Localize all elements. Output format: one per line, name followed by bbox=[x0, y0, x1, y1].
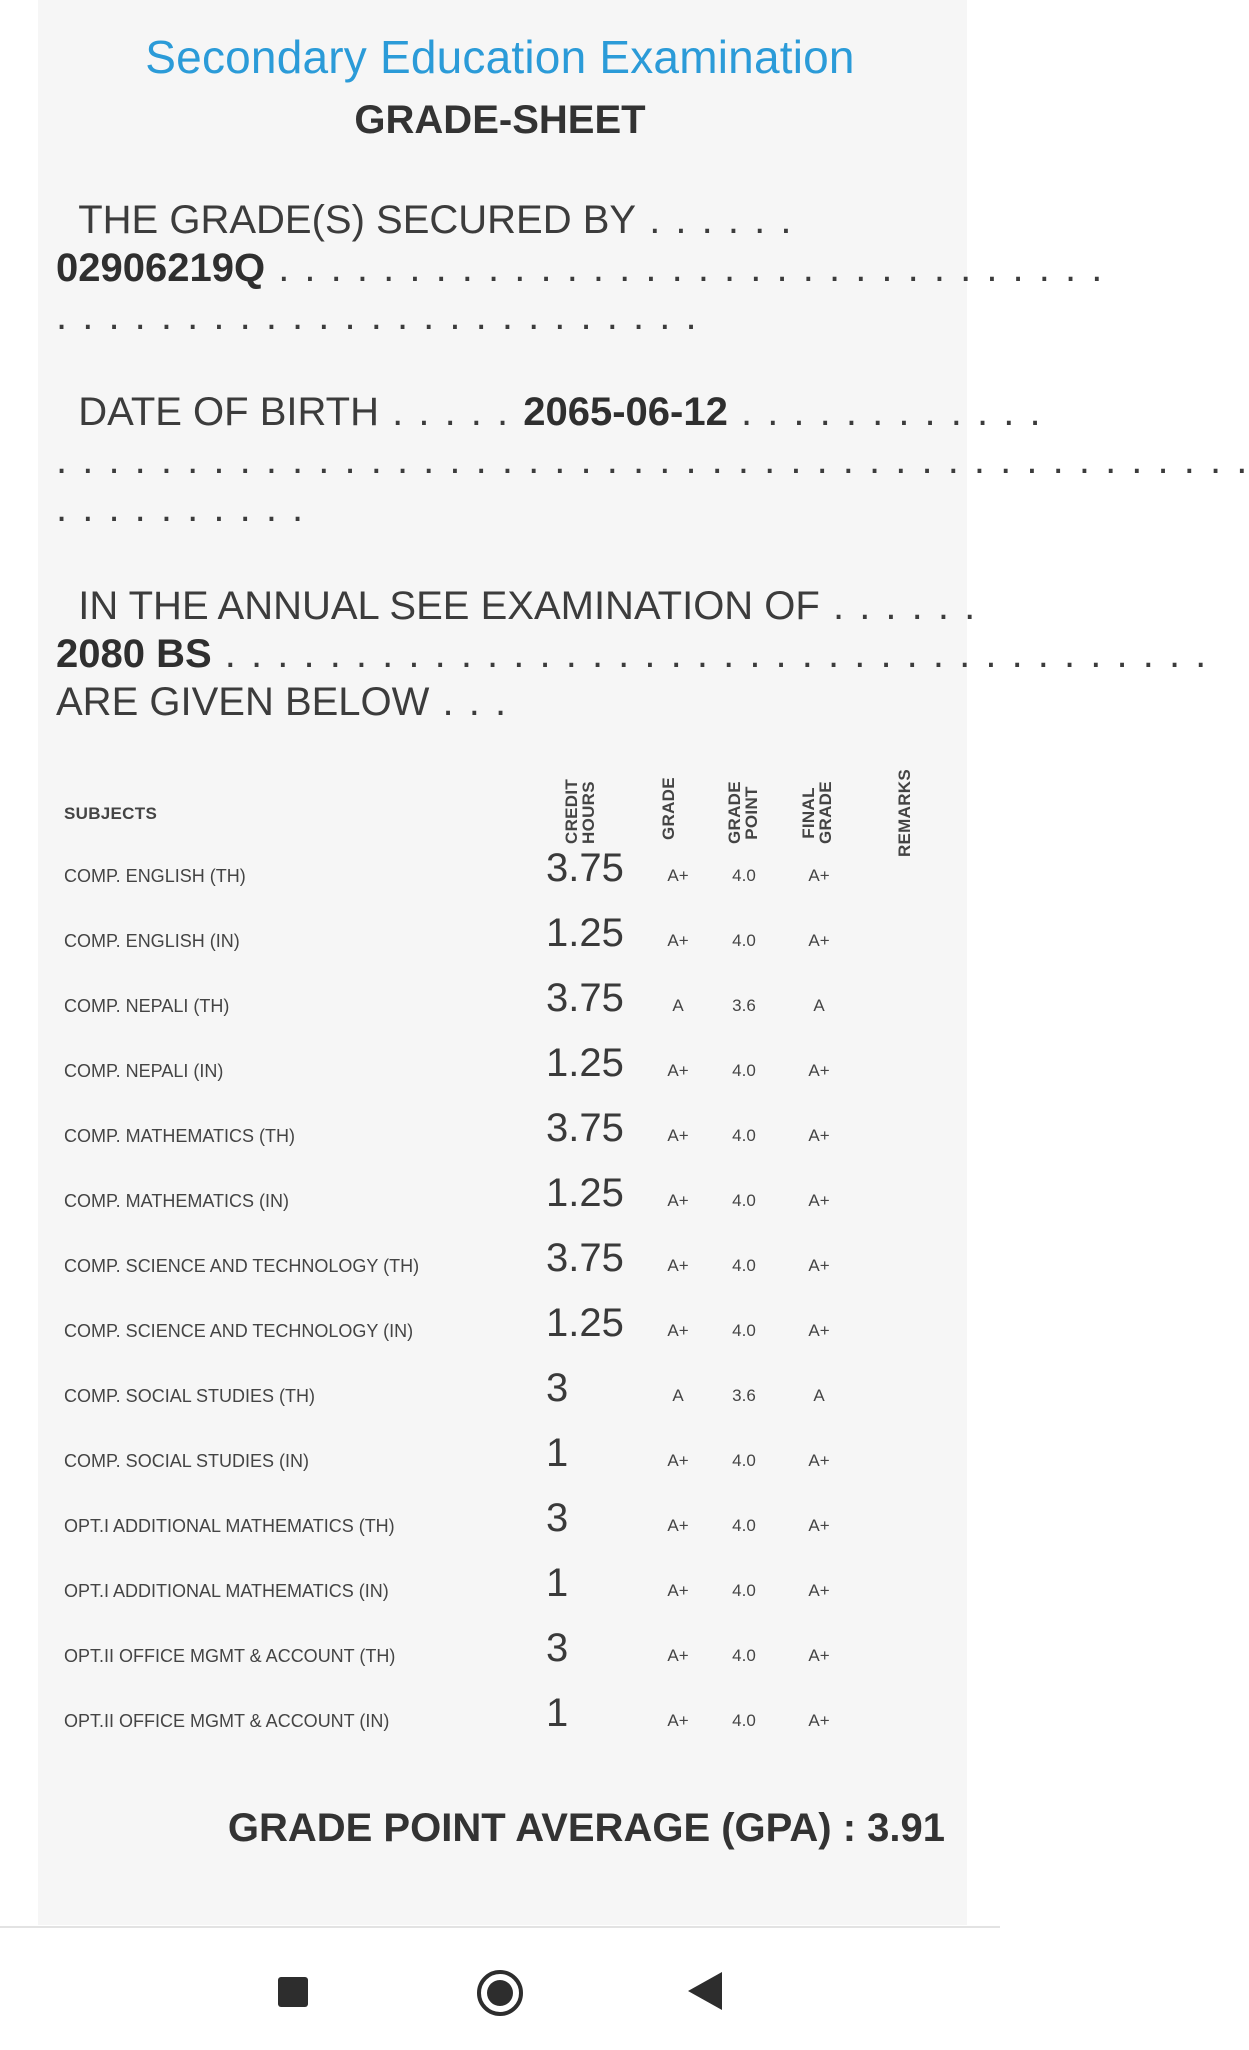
remarks-header: REMARKS bbox=[895, 768, 914, 858]
table-row bbox=[0, 1691, 1000, 1751]
grade-cell: A+ bbox=[667, 1321, 689, 1340]
dob-label: DATE OF BIRTH bbox=[78, 390, 379, 434]
table-row bbox=[0, 1041, 1000, 1101]
subject-cell: COMP. NEPALI (IN) bbox=[64, 1061, 224, 1081]
grade-point-cell: 4.0 bbox=[732, 1646, 756, 1665]
table-row bbox=[0, 1171, 1000, 1231]
student-id-line: 02906219Q . . . . . . . . . . . . . . . . . . . . . . . . . . . . . . . . bbox=[56, 246, 1105, 290]
grade-point-cell: 4.0 bbox=[732, 1061, 756, 1080]
credit-hours-cell: 1 bbox=[546, 1691, 569, 1735]
dots-line: . . . . . . . . . . . . . . . . . . . . . . . . . . . . . . . . . . . . . . . . . . . . . . bbox=[56, 438, 1249, 482]
grade-point-cell: 3.6 bbox=[732, 996, 756, 1015]
grade-cell: A+ bbox=[667, 1516, 689, 1535]
exam-year-line: 2080 BS . . . . . . . . . . . . . . . . . . . . . . . . . . . . . . . . . . . . . . bbox=[56, 632, 1209, 676]
grade-cell: A+ bbox=[667, 1061, 689, 1080]
credit-hours-cell: 1.25 bbox=[546, 1171, 624, 1215]
grade-cell: A+ bbox=[667, 1711, 689, 1730]
subject-cell: COMP. MATHEMATICS (IN) bbox=[64, 1191, 289, 1211]
table-row bbox=[0, 1496, 1000, 1556]
grade-cell: A+ bbox=[667, 931, 689, 950]
final-grade-cell: A+ bbox=[808, 1451, 830, 1470]
table-row bbox=[0, 1106, 1000, 1166]
final-grade-cell: A+ bbox=[808, 1581, 830, 1600]
final-grade-cell: A+ bbox=[808, 1126, 830, 1145]
table-row bbox=[0, 1301, 1000, 1361]
grade-cell: A bbox=[672, 996, 684, 1015]
grade-cell: A+ bbox=[667, 1581, 689, 1600]
grade-point-cell: 4.0 bbox=[732, 1321, 756, 1340]
table-row bbox=[0, 1236, 1000, 1296]
grade-cell: A bbox=[672, 1386, 684, 1405]
subject-cell: OPT.I ADDITIONAL MATHEMATICS (TH) bbox=[64, 1516, 395, 1536]
grade-cell: A+ bbox=[667, 1451, 689, 1470]
subjects-header: SUBJECTS bbox=[64, 804, 158, 823]
subject-cell: OPT.I ADDITIONAL MATHEMATICS (IN) bbox=[64, 1581, 389, 1601]
grade-point-cell: 4.0 bbox=[732, 1191, 756, 1210]
final-grade-cell: A+ bbox=[808, 931, 830, 950]
grade-header: GRADE bbox=[659, 777, 678, 840]
credit-hours-cell: 1.25 bbox=[546, 911, 624, 955]
dots-line: . . . . . . . . . . bbox=[56, 486, 306, 530]
final-grade-cell: A+ bbox=[808, 1646, 830, 1665]
grade-sheet-heading: GRADE-SHEET bbox=[354, 98, 646, 142]
grade-cell: A+ bbox=[667, 1126, 689, 1145]
gpa-summary: GRADE POINT AVERAGE (GPA) : 3.91 bbox=[227, 1806, 945, 1850]
grade-point-cell: 3.6 bbox=[732, 1386, 756, 1405]
table-row bbox=[0, 1626, 1000, 1686]
exam-title: Secondary Education Examination bbox=[145, 31, 855, 83]
table-row bbox=[0, 846, 1000, 906]
subject-cell: COMP. SOCIAL STUDIES (TH) bbox=[64, 1386, 316, 1406]
dob-value: 2065-06-12 bbox=[523, 390, 728, 434]
subject-cell: OPT.II OFFICE MGMT & ACCOUNT (TH) bbox=[64, 1646, 396, 1666]
credit-hours-cell: 3.75 bbox=[546, 1236, 624, 1280]
credit-hours-cell: 3 bbox=[546, 1366, 569, 1410]
final-grade-cell: A+ bbox=[808, 1321, 830, 1340]
subject-cell: COMP. NEPALI (TH) bbox=[64, 996, 230, 1016]
subject-cell: COMP. SCIENCE AND TECHNOLOGY (IN) bbox=[64, 1321, 414, 1341]
given-below-line: ARE GIVEN BELOW . . . bbox=[56, 680, 509, 724]
credit-hours-cell: 1 bbox=[546, 1431, 569, 1475]
grade-point-cell: 4.0 bbox=[732, 1581, 756, 1600]
final-grade-cell: A+ bbox=[808, 866, 830, 885]
final-grade-cell: A+ bbox=[808, 1061, 830, 1080]
grade-cell: A+ bbox=[667, 866, 689, 885]
navigation-bar bbox=[0, 1926, 1000, 2050]
subject-cell: COMP. ENGLISH (IN) bbox=[64, 931, 240, 951]
secured-by-label: THE GRADE(S) SECURED BY bbox=[78, 198, 637, 242]
final-grade-cell: A+ bbox=[808, 1711, 830, 1730]
grade-point-cell: 4.0 bbox=[732, 1711, 756, 1730]
exam-label: IN THE ANNUAL SEE EXAMINATION OF bbox=[78, 584, 820, 628]
grade-cell: A+ bbox=[667, 1191, 689, 1210]
back-icon[interactable] bbox=[688, 1972, 722, 2010]
table-row bbox=[0, 1431, 1000, 1491]
grade-point-header: GRADE POINT bbox=[725, 781, 761, 844]
subject-cell: COMP. SOCIAL STUDIES (IN) bbox=[64, 1451, 310, 1471]
dob-line: DATE OF BIRTH . . . . . 2065-06-12 . . . . . . . . . . . . bbox=[78, 390, 1043, 434]
exam-line: IN THE ANNUAL SEE EXAMINATION OF . . . . . . bbox=[78, 584, 978, 628]
subject-cell: OPT.II OFFICE MGMT & ACCOUNT (IN) bbox=[64, 1711, 390, 1731]
final-grade-header: FINAL GRADE bbox=[799, 781, 835, 844]
recents-icon[interactable] bbox=[278, 1977, 308, 2007]
credit-hours-cell: 1 bbox=[546, 1561, 569, 1605]
table-row bbox=[0, 1366, 1000, 1426]
final-grade-cell: A bbox=[813, 1386, 825, 1405]
student-id: 02906219Q bbox=[56, 246, 266, 290]
subject-cell: COMP. SCIENCE AND TECHNOLOGY (TH) bbox=[64, 1256, 420, 1276]
exam-year: 2080 BS bbox=[56, 632, 212, 676]
credit-hours-cell: 3.75 bbox=[546, 846, 624, 890]
subject-cell: COMP. MATHEMATICS (TH) bbox=[64, 1126, 295, 1146]
grade-point-cell: 4.0 bbox=[732, 1516, 756, 1535]
credit-hours-cell: 3.75 bbox=[546, 976, 624, 1020]
grade-point-cell: 4.0 bbox=[732, 1256, 756, 1275]
final-grade-cell: A+ bbox=[808, 1256, 830, 1275]
grade-point-cell: 4.0 bbox=[732, 1126, 756, 1145]
credit-hours-cell: 3.75 bbox=[546, 1106, 624, 1150]
credit-hours-cell: 1.25 bbox=[546, 1041, 624, 1085]
grade-point-cell: 4.0 bbox=[732, 1451, 756, 1470]
credit-hours-cell: 3 bbox=[546, 1496, 569, 1540]
table-row bbox=[0, 976, 1000, 1036]
credit-hours-cell: 3 bbox=[546, 1626, 569, 1670]
grade-point-cell: 4.0 bbox=[732, 931, 756, 950]
secured-by-line: THE GRADE(S) SECURED BY . . . . . . bbox=[78, 198, 794, 242]
grade-cell: A+ bbox=[667, 1256, 689, 1275]
table-row bbox=[0, 1561, 1000, 1621]
subject-cell: COMP. ENGLISH (TH) bbox=[64, 866, 246, 886]
final-grade-cell: A+ bbox=[808, 1191, 830, 1210]
credit-hours-header: CREDIT HOURS bbox=[562, 778, 598, 844]
dots-line: . . . . . . . . . . . . . . . . . . . . . . . . . bbox=[56, 294, 699, 338]
final-grade-cell: A bbox=[813, 996, 825, 1015]
grade-point-cell: 4.0 bbox=[732, 866, 756, 885]
table-row bbox=[0, 911, 1000, 971]
final-grade-cell: A+ bbox=[808, 1516, 830, 1535]
home-icon[interactable] bbox=[477, 1970, 523, 2016]
given-below-text: ARE GIVEN BELOW bbox=[56, 680, 430, 724]
credit-hours-cell: 1.25 bbox=[546, 1301, 624, 1345]
grade-cell: A+ bbox=[667, 1646, 689, 1665]
